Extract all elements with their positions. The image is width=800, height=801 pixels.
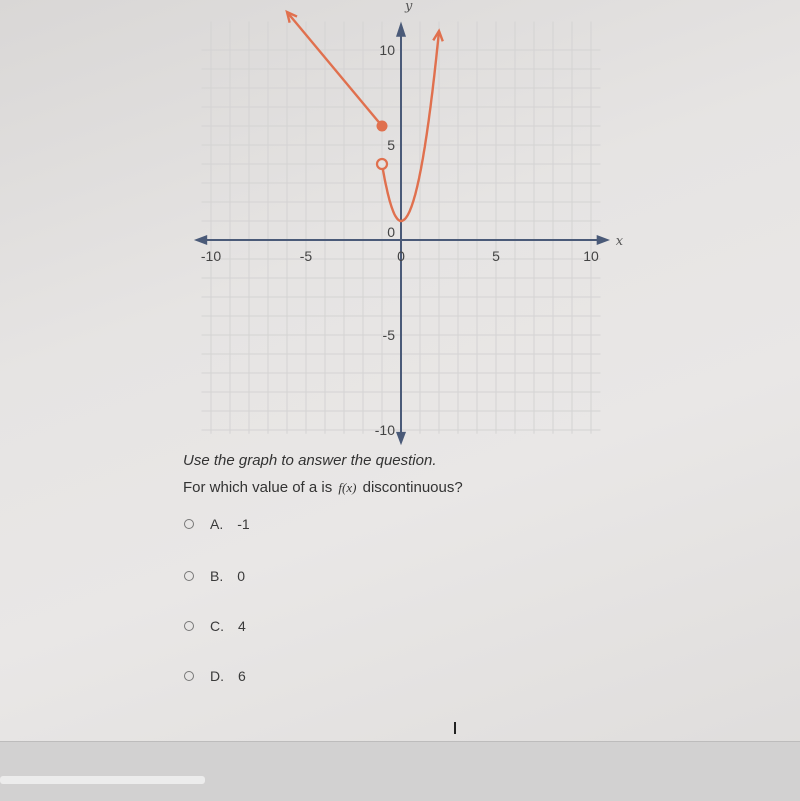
- radio-button-a[interactable]: [184, 519, 194, 529]
- y-tick-label: 5: [387, 137, 395, 153]
- question-text: [183, 479, 463, 496]
- y-axis-up-arrow: [396, 22, 406, 37]
- choice-d[interactable]: [184, 666, 246, 686]
- origin-tick-label: 0: [387, 224, 395, 240]
- y-tick-label: -5: [382, 327, 395, 343]
- function-graph: [170, 0, 650, 450]
- question-prompt-end: discontinuous?: [362, 479, 463, 496]
- y-axis-down-arrow: [396, 432, 406, 445]
- choice-c-value: 4: [238, 618, 246, 634]
- choice-d-letter: D.: [210, 668, 224, 684]
- x-tick-label: 10: [583, 248, 599, 264]
- y-tick-label: 10: [379, 42, 395, 58]
- bottom-bar: [0, 741, 800, 801]
- choice-c-letter: C.: [210, 618, 224, 634]
- question-prompt-start: For which value of a is: [183, 479, 333, 496]
- radio-button-b[interactable]: [184, 571, 194, 581]
- y-tick-label: -10: [374, 422, 395, 438]
- choice-b[interactable]: [184, 566, 245, 586]
- x-axis-right-arrow: [597, 235, 610, 245]
- choice-a-value: -1: [237, 516, 250, 532]
- x-tick-label: 0: [397, 248, 405, 264]
- x-axis-left-arrow: [194, 235, 207, 245]
- instructions-text: Use the graph to answer the question.: [183, 452, 437, 469]
- choice-c[interactable]: [184, 616, 246, 636]
- horizontal-scrollbar[interactable]: [0, 776, 205, 784]
- closed-endpoint: [377, 121, 388, 132]
- open-endpoint: [377, 159, 387, 169]
- text-cursor: [454, 722, 456, 734]
- x-axis-label: x: [615, 234, 624, 249]
- y-axis-label: y: [405, 0, 413, 15]
- choice-a[interactable]: [184, 514, 250, 534]
- choice-d-value: 6: [238, 668, 246, 684]
- x-tick-label: -10: [200, 248, 222, 264]
- x-tick-label: -5: [299, 248, 313, 264]
- function-label: f(x): [338, 480, 357, 495]
- choice-b-value: 0: [237, 568, 246, 584]
- radio-button-d[interactable]: [184, 671, 194, 681]
- radio-button-c[interactable]: [184, 621, 194, 631]
- x-tick-label: 5: [492, 248, 500, 264]
- choice-a-letter: A.: [210, 516, 224, 532]
- choice-b-letter: B.: [210, 568, 224, 584]
